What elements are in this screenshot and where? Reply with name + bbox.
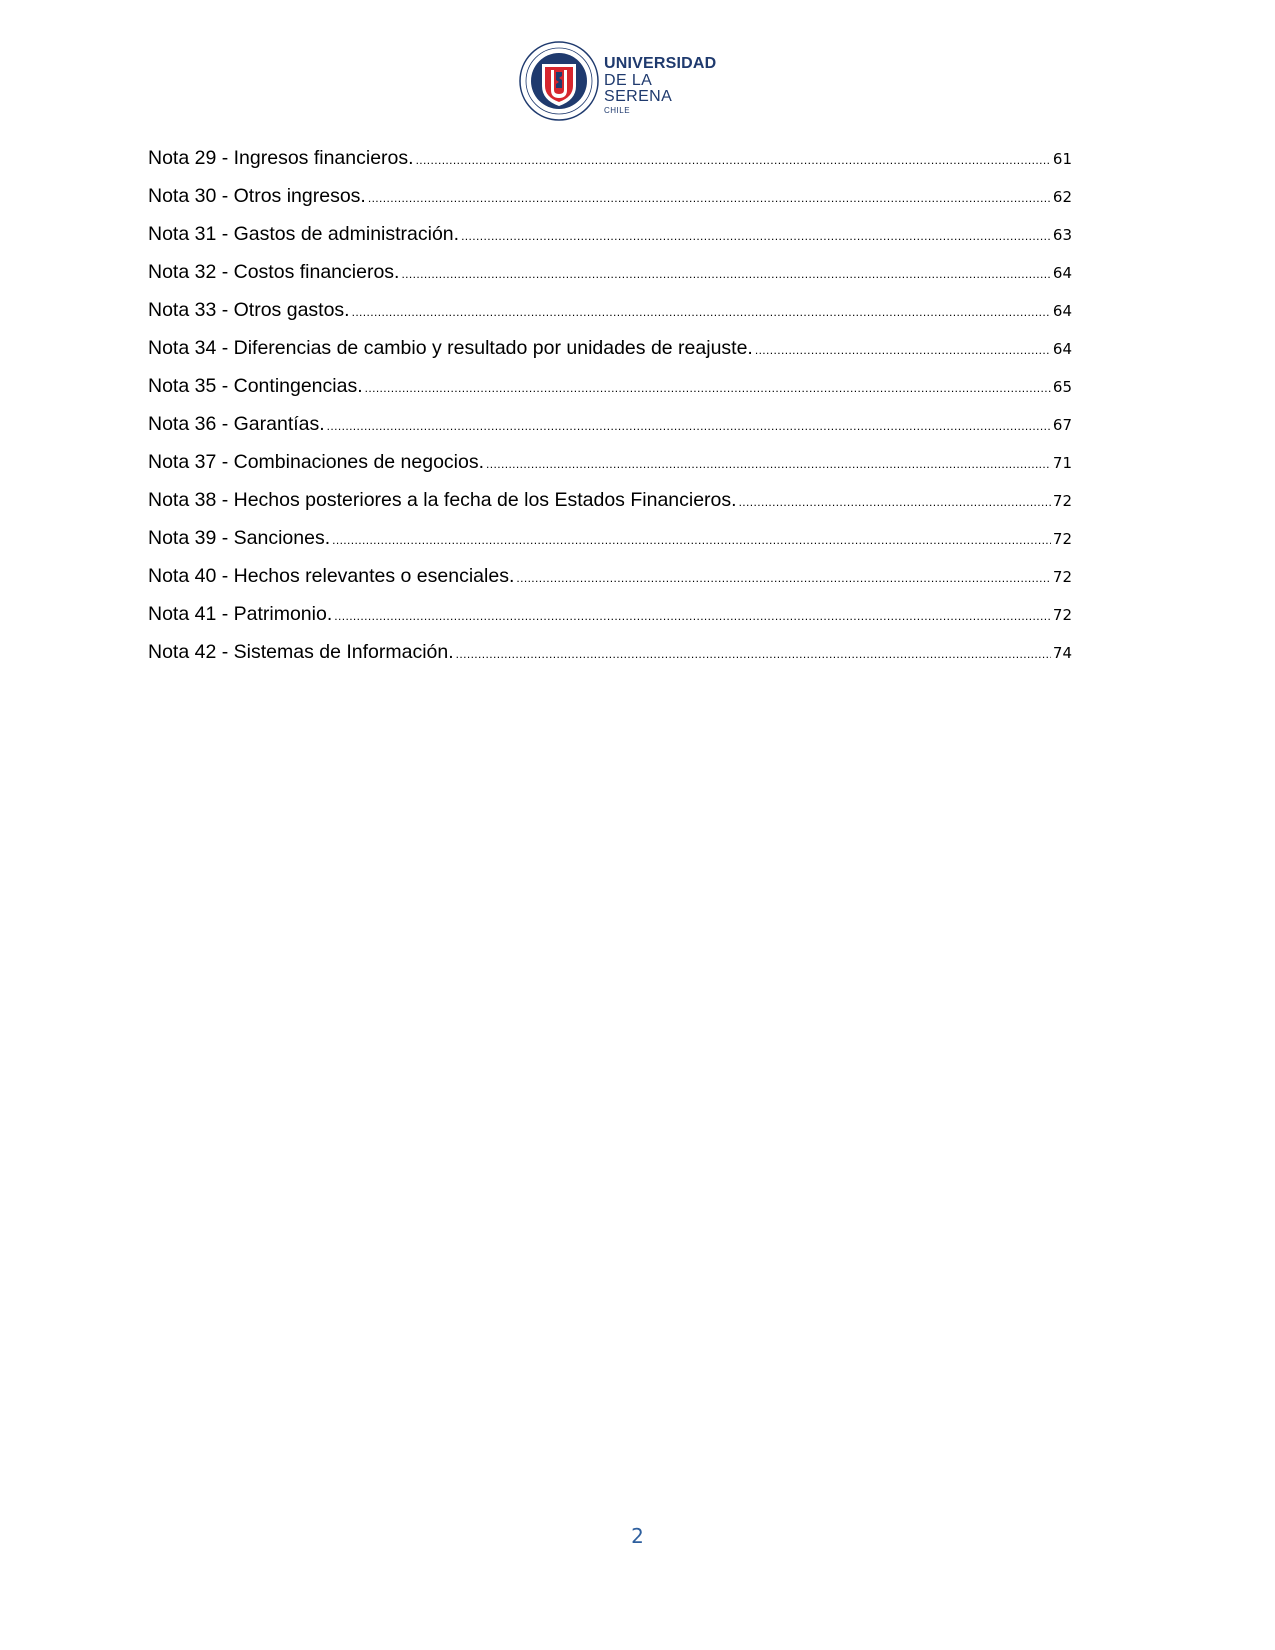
toc-entry-page: 64 <box>1052 264 1072 282</box>
toc-entry[interactable] <box>148 527 1072 565</box>
toc-dot-leader <box>352 305 1051 319</box>
toc-entry-page: 64 <box>1052 340 1072 358</box>
toc-dot-leader <box>332 533 1051 547</box>
toc-entry[interactable] <box>148 337 1072 375</box>
toc-dot-leader <box>334 609 1051 623</box>
university-seal-icon <box>518 40 600 122</box>
logo-line-university: UNIVERSIDAD <box>604 55 717 72</box>
university-logo <box>518 40 718 122</box>
toc-entry-label: Nota 38 - Hechos posteriores a la fecha de los Estados Financieros. <box>148 489 737 511</box>
toc-entry-label: Nota 42 - Sistemas de Información. <box>148 641 454 663</box>
toc-entry[interactable] <box>148 299 1072 337</box>
toc-entry-label: Nota 34 - Diferencias de cambio y resultado por unidades de reajuste. <box>148 337 753 359</box>
toc-entry[interactable] <box>148 451 1072 489</box>
toc-dot-leader <box>739 495 1051 509</box>
toc-entry[interactable] <box>148 641 1072 679</box>
toc-entry[interactable] <box>148 489 1072 527</box>
toc-entry-page: 72 <box>1052 530 1072 548</box>
toc-dot-leader <box>486 457 1051 471</box>
toc-entry-page: 74 <box>1052 644 1072 662</box>
toc-entry-page: 72 <box>1052 568 1072 586</box>
toc-entry-page: 71 <box>1052 454 1072 472</box>
toc-entry-label: Nota 31 - Gastos de administración. <box>148 223 460 245</box>
toc-entry-label: Nota 37 - Combinaciones de negocios. <box>148 451 485 473</box>
toc-dot-leader <box>516 571 1051 585</box>
toc-entry-label: Nota 30 - Otros ingresos. <box>148 185 366 207</box>
toc-entry[interactable] <box>148 375 1072 413</box>
toc-entry-page: 67 <box>1052 416 1072 434</box>
toc-dot-leader <box>365 381 1051 395</box>
toc-entry-page: 62 <box>1052 188 1072 206</box>
toc-entry-label: Nota 35 - Contingencias. <box>148 375 363 397</box>
toc-entry-page: 61 <box>1052 150 1072 168</box>
toc-dot-leader <box>368 191 1051 205</box>
toc-entry-label: Nota 40 - Hechos relevantes o esenciales. <box>148 565 515 587</box>
toc-entry[interactable] <box>148 603 1072 641</box>
toc-entry-label: Nota 39 - Sanciones. <box>148 527 331 549</box>
toc-entry[interactable] <box>148 223 1072 261</box>
toc-dot-leader <box>456 647 1051 661</box>
table-of-contents <box>148 147 1072 679</box>
toc-entry-label: Nota 29 - Ingresos financieros. <box>148 147 414 169</box>
toc-entry-page: 65 <box>1052 378 1072 396</box>
toc-entry-label: Nota 33 - Otros gastos. <box>148 299 350 321</box>
toc-entry[interactable] <box>148 185 1072 223</box>
toc-dot-leader <box>461 229 1051 243</box>
toc-entry-label: Nota 41 - Patrimonio. <box>148 603 333 625</box>
toc-entry[interactable] <box>148 413 1072 451</box>
logo-wordmark <box>604 56 718 115</box>
toc-dot-leader <box>755 343 1051 357</box>
toc-entry-page: 72 <box>1052 492 1072 510</box>
toc-entry-page: 64 <box>1052 302 1072 320</box>
toc-entry-label: Nota 32 - Costos financieros. <box>148 261 400 283</box>
toc-dot-leader <box>416 153 1051 167</box>
toc-dot-leader <box>401 267 1050 281</box>
toc-entry-label: Nota 36 - Garantías. <box>148 413 325 435</box>
logo-line-chile: CHILE <box>604 106 631 115</box>
logo-line-de-la-serena: DE LA SERENA <box>604 72 673 105</box>
toc-entry[interactable] <box>148 565 1072 603</box>
toc-entry-page: 72 <box>1052 606 1072 624</box>
toc-dot-leader <box>327 419 1051 433</box>
page-number: 2 <box>631 1524 644 1548</box>
toc-entry-page: 63 <box>1052 226 1072 244</box>
toc-entry[interactable] <box>148 147 1072 185</box>
toc-entry[interactable] <box>148 261 1072 299</box>
